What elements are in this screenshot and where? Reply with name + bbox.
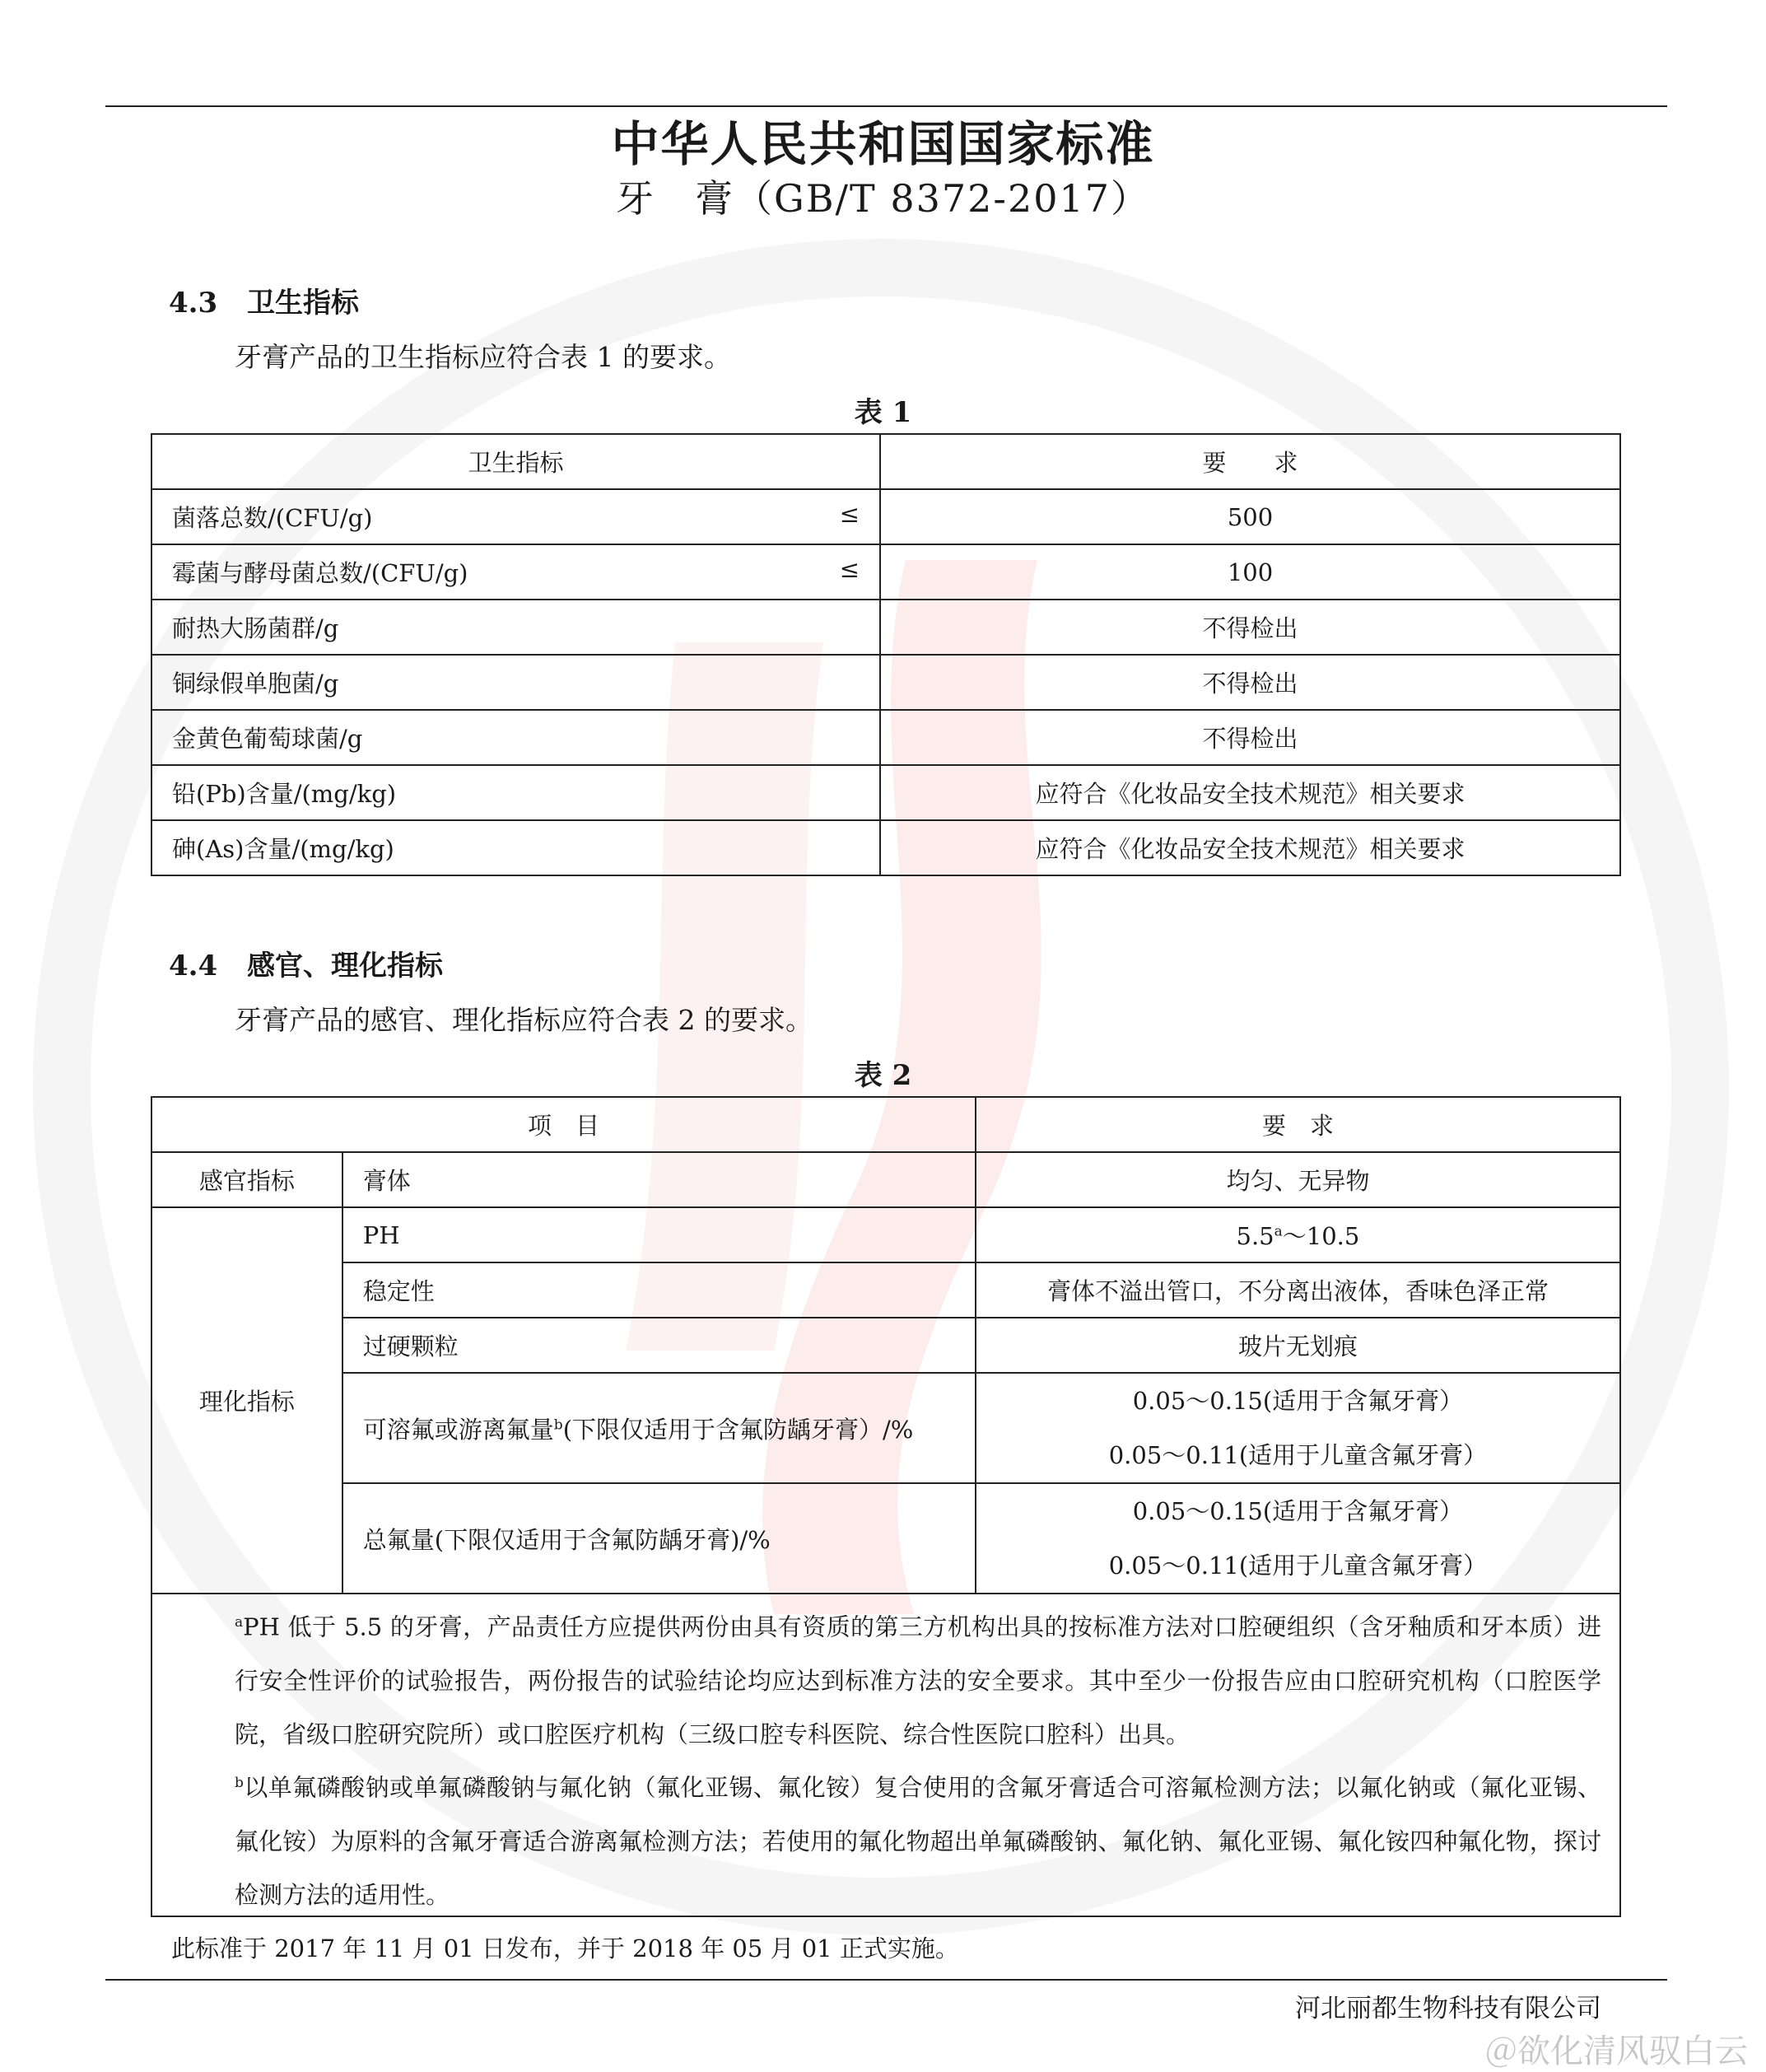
item-cell: 总氟量(下限仅适用于含氟防龋牙膏)/% (342, 1483, 976, 1594)
table-2-notes (151, 1591, 1621, 1917)
item-cell: PH (342, 1207, 976, 1262)
table-row (151, 600, 1620, 655)
operator: ≤ (839, 500, 860, 528)
requirement-cell: 不得检出 (880, 710, 1620, 765)
requirement-cell: 100 (880, 544, 1620, 600)
section-number: 4.3 (169, 287, 218, 320)
requirement-cell: 不得检出 (880, 600, 1620, 655)
table-header-row (151, 434, 1620, 489)
table-row (151, 1483, 1620, 1594)
table-row (151, 655, 1620, 710)
requirement-cell: 玻片无划痕 (976, 1318, 1620, 1373)
section-4-3-heading (169, 280, 359, 320)
requirement-cell (976, 1483, 1620, 1594)
item-cell: 膏体 (342, 1152, 976, 1207)
table-row (151, 1318, 1620, 1373)
item-cell: 稳定性 (342, 1262, 976, 1318)
document-subtitle: 牙 膏（GB/T 8372-2017） (615, 176, 1151, 221)
document-title: 中华人民共和国国家标准 (611, 116, 1155, 172)
requirement-line: 0.05～0.15(适用于含氟牙膏） (1132, 1497, 1464, 1525)
column-header: 卫生指标 (151, 434, 880, 489)
item-text: (下限仅适用于含氟防龋牙膏）/% (562, 1415, 914, 1444)
indicator-cell (151, 544, 880, 600)
table-1 (151, 433, 1621, 876)
section-4-3-text: 牙膏产品的卫生指标应符合表 1 的要求。 (235, 341, 731, 373)
requirement-cell: 均匀、无异物 (976, 1152, 1620, 1207)
group-cell: 感官指标 (151, 1152, 342, 1207)
table-row (151, 544, 1620, 600)
section-4-4-heading (169, 943, 443, 983)
section-number: 4.4 (169, 950, 218, 982)
indicator-cell (151, 489, 880, 544)
company-name: 河北丽都生物科技有限公司 (1295, 1994, 1601, 2023)
column-header: 项 目 (151, 1097, 976, 1152)
item-text: 可溶氟或游离氟量 (362, 1415, 554, 1444)
table-row (151, 489, 1620, 544)
indicator-cell: 铅(Pb)含量/(mg/kg) (151, 765, 880, 820)
indicator-cell: 铜绿假单胞菌/g (151, 655, 880, 710)
requirement-line: 0.05～0.11(适用于儿童含氟牙膏） (1108, 1441, 1488, 1469)
table-row (151, 710, 1620, 765)
indicator-cell: 耐热大肠菌群/g (151, 600, 880, 655)
table-2-caption: 表 2 (854, 1059, 912, 1092)
bottom-rule (105, 1979, 1667, 1981)
indicator-cell: 砷(As)含量/(mg/kg) (151, 820, 880, 875)
table-row (151, 1152, 1620, 1207)
requirement-cell: 膏体不溢出管口，不分离出液体，香味色泽正常 (976, 1262, 1620, 1318)
table-row (151, 1207, 1620, 1262)
footnote-mark: a (235, 1614, 244, 1631)
table-row (151, 1373, 1620, 1483)
note-text: PH 低于 5.5 的牙膏，产品责任方应提供两份由具有资质的第三方机构出具的按标准方法对口腔硬组织（含牙釉质和牙本质）进行安全性评价的试验报告，两份报告的试验结论均应达到标准方法的安全要求。其中至少一份报告应由口腔研究机构（口腔医学院，省级口腔研究院所）或口腔医疗机构（三级口腔专科医院、综合性医院口腔科）出具。 (235, 1612, 1601, 1748)
note-text: 以单氟磷酸钠或单氟磷酸钠与氟化钠（氟化亚锡、氟化铵）复合使用的含氟牙膏适合可溶氟检测方法；以氟化钠或（氟化亚锡、氟化铵）为原料的含氟牙膏适合游离氟检测方法；若使用的氟化物超出单氟磷酸钠、氟化钠、氟化亚锡、氟化铵四种氟化物，探讨检测方法的适用性。 (235, 1773, 1601, 1909)
footnote-mark: b (553, 1416, 563, 1433)
table-row (151, 820, 1620, 875)
operator: ≤ (839, 555, 860, 583)
column-header: 要 求 (976, 1097, 1620, 1152)
ph-lower: 5.5 (1236, 1222, 1274, 1250)
indicator-name: 霉菌与酵母菌总数/(CFU/g) (172, 559, 468, 587)
ph-upper: ～10.5 (1282, 1222, 1360, 1250)
release-note: 此标准于 2017 年 11 月 01 日发布，并于 2018 年 05 月 01 正式实施。 (171, 1934, 959, 1962)
section-title: 感官、理化指标 (247, 950, 443, 982)
indicator-name: 菌落总数/(CFU/g) (172, 504, 373, 532)
requirement-cell: 500 (880, 489, 1620, 544)
requirement-cell: 应符合《化妆品安全技术规范》相关要求 (880, 820, 1620, 875)
requirement-line: 0.05～0.11(适用于儿童含氟牙膏） (1108, 1552, 1488, 1580)
footnote-mark: b (235, 1775, 244, 1791)
section-title: 卫生指标 (247, 287, 359, 320)
item-cell: 过硬颗粒 (342, 1318, 976, 1373)
column-header: 要 求 (880, 434, 1620, 489)
note-b (235, 1757, 1601, 1922)
group-cell: 理化指标 (151, 1207, 342, 1594)
table-row (151, 765, 1620, 820)
requirement-cell: 应符合《化妆品安全技术规范》相关要求 (880, 765, 1620, 820)
table-header-row (151, 1097, 1620, 1152)
table-1-caption: 表 1 (854, 396, 912, 429)
weibo-watermark: ＠欲化清风驭白云 (1484, 2032, 1748, 2070)
requirement-cell (976, 1373, 1620, 1483)
section-4-4-text: 牙膏产品的感官、理化指标应符合表 2 的要求。 (235, 1004, 813, 1036)
table-2 (151, 1096, 1621, 1594)
requirement-line: 0.05～0.15(适用于含氟牙膏） (1132, 1387, 1464, 1415)
requirement-cell: 不得检出 (880, 655, 1620, 710)
indicator-cell: 金黄色葡萄球菌/g (151, 710, 880, 765)
note-a (235, 1596, 1601, 1762)
item-cell (342, 1373, 976, 1483)
footnote-mark: a (1274, 1223, 1283, 1240)
table-row (151, 1262, 1620, 1318)
requirement-cell (976, 1207, 1620, 1262)
